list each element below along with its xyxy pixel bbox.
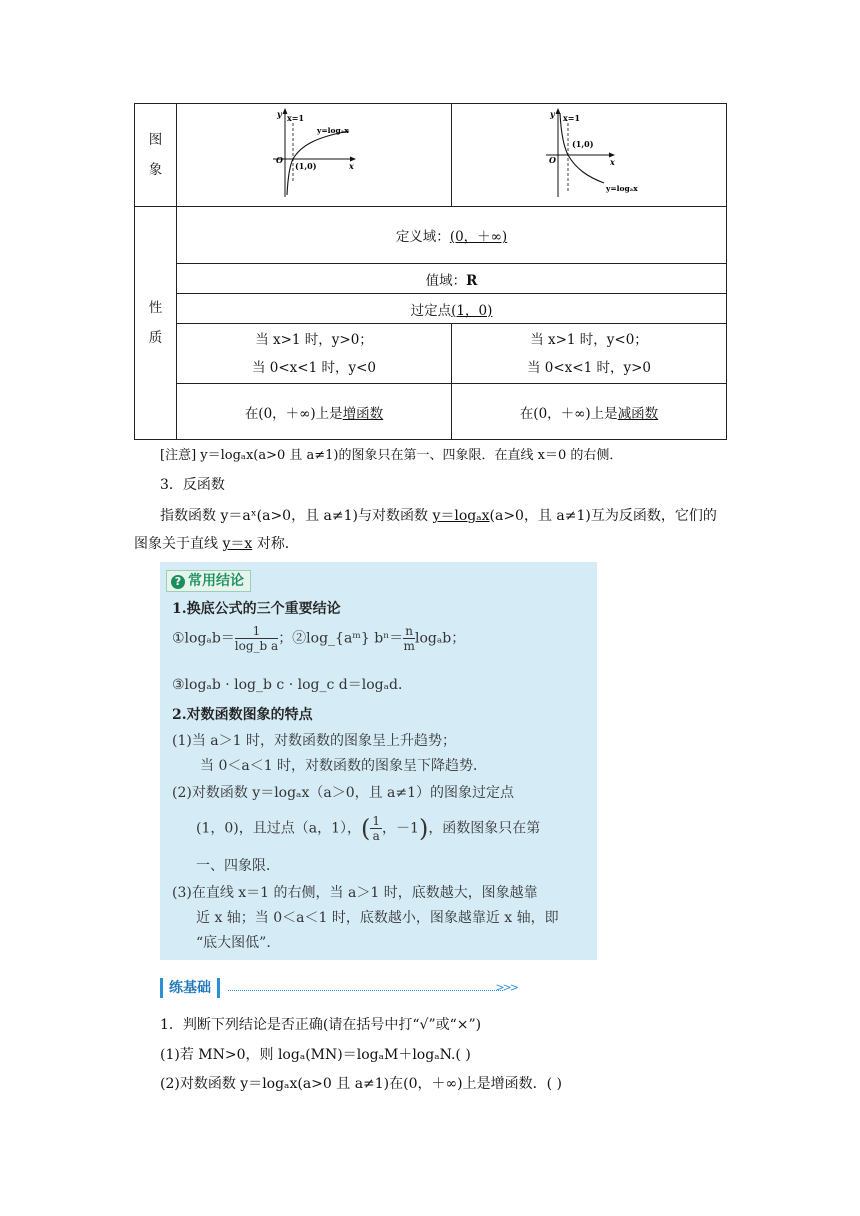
origin-label: O	[549, 155, 556, 165]
formula-1a: ①logₐb＝	[172, 630, 235, 647]
inverse-para-1	[160, 505, 717, 525]
point-label: (1,0)	[572, 139, 594, 149]
fixed-point-cell	[177, 294, 727, 324]
box-line-7: 近 x 轴；当 0＜a＜1 时，底数越小，图象越靠近 x 轴，即	[196, 910, 559, 926]
question-1-2: (2)对数函数 y＝logₐx(a>0 且 a≠1)在(0，＋∞)上是增函数．( )	[160, 1076, 563, 1092]
inverse-para-2	[134, 533, 299, 553]
left-mono-value: 增函数	[342, 405, 384, 422]
section-divider	[228, 990, 503, 991]
x-axis-label: x	[610, 157, 615, 167]
box-line-6: (3)在直线 x＝1 的右侧，当 a＞1 时，底数越大，图象越靠	[172, 885, 538, 901]
fraction-3-den: a	[372, 829, 380, 843]
formula-line-1	[172, 624, 465, 653]
formula-line-3: ③logₐb · log_b c · log_c d＝logₐd．	[172, 677, 412, 693]
box-heading-2: 2.对数函数图象的特点	[172, 707, 313, 723]
right-mono-prefix: 在(0，＋∞)上是	[519, 405, 618, 422]
box-line-4: (1，0)，且过点（a，1），( $\frac{1}{a}$ ，－1)，函数图象只在第	[196, 814, 541, 843]
inverse-p2b: 对称．	[252, 536, 299, 552]
graph-increasing-cell	[177, 104, 452, 207]
fraction-1-num: 1	[235, 624, 278, 639]
question-1-1: (1)若 MN>0，则 logₐ(MN)＝logₐM＋logₐN.( )	[160, 1047, 471, 1063]
curve-label: y=logₐx	[317, 126, 349, 135]
fixed-value: (1，0)	[451, 302, 493, 319]
domain-value: (0，＋∞)	[449, 229, 508, 245]
box-line-3: (2)对数函数 y＝logₐx（a＞0，且 a≠1）的图象过定点	[172, 785, 515, 801]
box-line-5: 一、四象限．	[196, 858, 280, 874]
domain-prefix: 定义域：	[395, 229, 450, 245]
fraction-2-den: m	[403, 639, 415, 653]
right-sign-1: 当 x>1 时，y<0；	[530, 331, 648, 348]
left-mono-cell	[177, 384, 452, 440]
vline-label: x=1	[287, 113, 305, 123]
right-mono-value: 减函数	[617, 405, 659, 422]
badge-label: 常用结论	[188, 573, 244, 589]
domain-cell	[177, 207, 727, 264]
fraction-3-num: 1	[372, 814, 381, 828]
note-text: [注意] y＝logₐx(a>0 且 a≠1)的图象只在第一、四象限．在直线 x＝0 的右侧．	[160, 448, 623, 463]
conclusion-badge	[166, 570, 251, 592]
y-axis-label: y	[277, 109, 282, 119]
right-sign-2: 当 0<x<1 时，y>0	[526, 359, 652, 376]
graph-decreasing-cell	[452, 104, 727, 207]
box-line-4a: (1，0)，且过点（a，1），	[196, 820, 361, 837]
section-header	[160, 978, 517, 1000]
left-sign-cell	[177, 324, 452, 384]
right-mono-cell	[452, 384, 727, 440]
curve-label: y=logₐx	[606, 184, 638, 193]
question-icon: ?	[171, 575, 185, 589]
range-value: R	[466, 272, 478, 289]
origin-label: O	[276, 155, 283, 165]
inverse-p1u: y＝logₐx	[432, 508, 490, 524]
inverse-p2u: y＝x	[222, 536, 253, 552]
formula-1c: logₐb；	[415, 630, 466, 647]
box-line-8: “底大图低”．	[196, 935, 281, 951]
box-line-1: (1)当 a＞1 时，对数函数的图象呈上升趋势；	[172, 733, 456, 749]
left-sign-1: 当 x>1 时，y>0；	[255, 331, 373, 348]
y-axis-label: y	[550, 109, 555, 119]
properties-table	[134, 103, 727, 440]
range-prefix: 值域：	[425, 272, 467, 289]
graph-row-label: 图 象	[135, 104, 177, 207]
formula-1b: ；②log_{aᵐ} bⁿ＝	[278, 630, 404, 647]
chevrons-icon: >>>	[495, 981, 517, 994]
conclusion-box	[160, 562, 597, 960]
graph-increasing	[177, 105, 451, 205]
fraction-2	[403, 624, 415, 653]
inverse-p2a: 图象关于直线	[134, 536, 223, 552]
fraction-1-den: log_b a	[234, 639, 279, 653]
fraction-3	[370, 814, 382, 843]
question-1: 1．判断下列结论是否正确(请在括号中打“√”或“×”)	[160, 1017, 482, 1033]
section-label: 练基础	[160, 978, 220, 998]
left-sign-2: 当 0<x<1 时，y<0	[251, 359, 377, 376]
inverse-p1b: (a>0，且 a≠1)互为反函数，它们的	[489, 508, 717, 524]
range-cell	[177, 264, 727, 294]
box-line-2: 当 0＜a＜1 时，对数函数的图象呈下降趋势．	[200, 758, 488, 774]
box-line-4b: ，函数图象只在第	[428, 820, 541, 837]
fraction-2-num: n	[405, 624, 414, 638]
box-heading-1: 1.换底公式的三个重要结论	[172, 601, 341, 617]
right-sign-cell	[452, 324, 727, 384]
x-axis-label: x	[349, 161, 354, 171]
heading-inverse: 3．反函数	[160, 477, 225, 493]
vline-label: x=1	[563, 113, 581, 123]
left-mono-prefix: 在(0，＋∞)上是	[244, 405, 343, 422]
fraction-1	[235, 624, 278, 653]
point-label: (1,0)	[295, 161, 317, 171]
graph-decreasing	[452, 105, 726, 205]
fixed-prefix: 过定点	[410, 302, 452, 319]
props-row-label: 性 质	[135, 207, 177, 440]
inverse-p1a: 指数函数 y＝aˣ(a>0，且 a≠1)与对数函数	[160, 508, 433, 524]
